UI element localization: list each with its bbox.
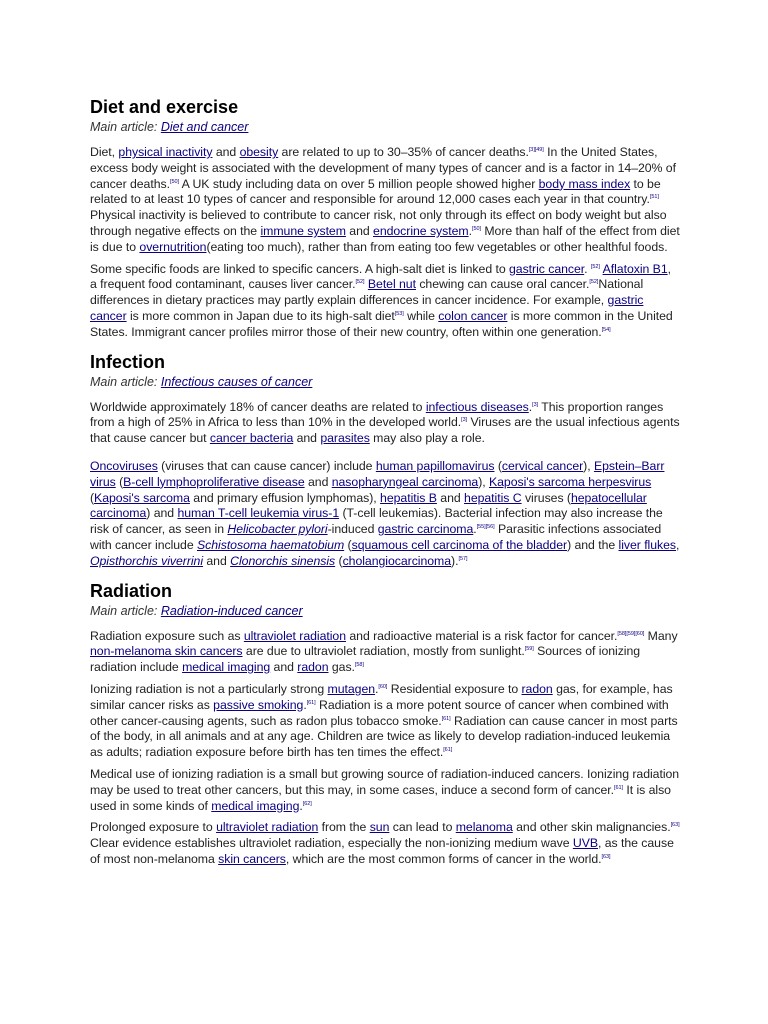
text-run: to be related to at least 10 types of cancer and responsible for around 12,000 cases each year in that country. [90,176,661,207]
article-link[interactable]: liver flukes [618,537,677,552]
text-run: ( [335,553,343,568]
text-run: Viruses are the usual infectious agents that cause cancer but [90,415,680,446]
text-run: and [304,474,332,489]
text-run: (eating too much), rather than from eating too few vegetables or other healthful foods. [206,239,668,254]
citation-ref[interactable]: [59][60] [626,630,645,637]
text-run: . [473,522,477,537]
text-run: ( [344,537,352,552]
text-run: from the [318,820,370,835]
text-run: , as the cause of most non-melanoma [90,836,674,866]
article-link[interactable]: Betel nut [367,277,416,292]
main-article-note [90,119,680,135]
article-link[interactable]: gastric cancer [90,293,644,323]
text-run: ) and the [567,537,619,552]
text-run: Radiation exposure such as [90,628,244,643]
citation-ref[interactable]: [50] [169,178,179,185]
citation-ref[interactable]: [3][49] [528,147,544,153]
article-link[interactable]: colon cancer [438,308,508,323]
text-run: ), [478,474,489,489]
article-link[interactable]: Epstein–Barr virus [90,458,665,489]
text-run: A UK study including data on over 5 million people showed higher [178,176,539,191]
article-link[interactable]: ultraviolet radiation [216,820,319,835]
text-run: . [584,261,591,276]
paragraph [90,682,680,761]
text-run: is more common in the United States. Immigrant cancer profiles mirror those of their new country, often within one generation. [90,308,673,339]
text-run: Ionizing radiation is not a particularly strong [90,681,328,696]
text-run: Clear evidence establishes ultraviolet radiation, especially the non-ionizing medium wave [90,836,573,851]
text-run: and primary effusion lymphomas), [189,490,381,505]
citation-ref[interactable]: [57] [458,555,468,562]
text-run: Radiation is a more potent source of cancer when combined with other cancer-causing agents, such as radon plus tobacco smoke. [90,697,669,728]
paragraph [90,767,680,814]
citation-ref[interactable]: [52] [590,263,600,270]
paragraph [90,145,680,256]
article-link[interactable]: radon [521,681,553,696]
citation-ref[interactable]: [61] [443,747,453,754]
text-run: and [436,490,465,505]
article-link[interactable]: ultraviolet radiation [243,628,346,643]
text-run: gas. [328,660,355,675]
text-run: , a frequent food contaminant, causes liver cancer. [90,261,671,292]
text-run: , which are the most common forms of cancer in the world. [285,851,602,866]
citation-ref[interactable]: [53] [394,310,404,317]
article-link[interactable]: Aflatoxin B1 [602,261,668,276]
text-run: More than half of the effect from diet is due to [90,223,680,254]
article-link[interactable]: radon [297,660,329,675]
article-link[interactable]: passive smoking [213,697,304,712]
citation-ref[interactable]: [61] [614,784,623,791]
article-link[interactable]: overnutrition [139,239,207,254]
article-link[interactable]: endocrine system [373,223,469,238]
citation-ref[interactable]: [59] [524,646,534,653]
section-heading-infection: Infection [90,351,165,372]
citation-ref[interactable]: [61] [306,699,316,706]
citation-ref[interactable]: [54] [601,326,611,333]
article-link[interactable]: mutagen [327,681,376,696]
text-run: and [270,660,298,675]
text-run: ( [494,458,502,473]
article-link[interactable]: Helicobacter pylori [227,522,328,537]
text-run: , [676,537,680,552]
text-run: Some specific foods are linked to specific cancers. A high-salt diet is linked to [90,261,509,276]
text-run: Prolonged exposure to [90,820,217,835]
article-link[interactable]: hepatocellular carcinoma [90,490,647,521]
text-run: . [528,399,533,414]
text-run: and [203,553,231,568]
article-link[interactable]: Schistosoma haematobium [197,537,345,552]
article-link[interactable]: cervical cancer [501,458,584,473]
text-run: Radiation can cause cancer in most parts of the body, in all animals and at any age. Children are twice as likely to develop radiation-induced leukemia as adults; radiation exposure before birth has ten times the effect. [90,713,678,760]
text-run: In the United States, excess body weight is associated with the development of many types of cancer and is a factor in 14–20% of cancer deaths. [90,145,676,191]
text-run: Sources of ionizing radiation include [90,644,641,675]
article-link[interactable]: gastric carcinoma [377,522,474,537]
text-run: ) and [146,506,178,521]
citation-ref[interactable]: [62] [302,800,312,807]
article-link[interactable]: medical imaging [182,660,271,675]
citation-ref[interactable]: [52] [355,279,365,286]
article-link[interactable]: physical inactivity [118,145,213,159]
article-link[interactable]: human T-cell leukemia virus-1 [177,506,340,521]
article-link[interactable]: B-cell lymphoproliferative disease [123,474,305,489]
text-run: may also play a role. [369,431,485,446]
text-run: Medical use of ionizing radiation is a small but growing source of radiation-induced cancers. Ionizing radiation may be used to treat other cancers, but this may, in some cases, induce a second form of cancer. [90,766,680,797]
text-run: Physical inactivity is believed to contribute to cancer risk, not only through its effect on body weight but also through negative effects on the [90,208,667,238]
article-link[interactable]: gastric cancer [509,261,585,276]
main-article-link[interactable]: Radiation-induced cancer [160,603,303,618]
article-link[interactable]: skin cancers [218,851,286,866]
text-run: It is also used in some kinds of [90,782,671,813]
main-article-note [90,374,680,390]
article-link[interactable]: nasopharyngeal carcinoma [331,474,479,489]
text-run: and radioactive material is a risk factor for cancer. [346,628,618,643]
text-run: ( [90,490,95,505]
citation-ref[interactable]: [51] [649,194,659,201]
citation-ref[interactable]: [58] [354,662,364,669]
article-link[interactable]: cholangiocarcinoma [342,553,452,568]
text-run: while [403,308,439,323]
article-link[interactable]: Kaposi's sarcoma [94,490,190,505]
citation-ref[interactable]: [61] [441,715,451,722]
citation-ref[interactable]: [3] [461,417,468,424]
text-run: Residential exposure to [387,681,522,696]
text-run: chewing can cause oral cancer. [415,277,590,292]
article-link[interactable]: parasites [320,431,370,446]
main-article-link[interactable]: Diet and cancer [160,120,249,134]
section-heading-diet: Diet and exercise [90,97,239,117]
main-article-link[interactable]: Infectious causes of cancer [160,374,313,389]
citation-ref[interactable]: [63] [670,822,680,829]
text-run: ), [583,458,594,473]
citation-ref[interactable]: [60] [378,683,388,690]
text-run: gas, for example, has similar cancer risks as [90,681,673,712]
citation-ref[interactable]: [3] [532,401,539,408]
text-run: Diet, [90,145,119,159]
article-link[interactable]: cancer bacteria [209,431,294,446]
paragraph [90,400,680,447]
paragraph [90,820,680,867]
article-link[interactable]: Kaposi's sarcoma herpesvirus [488,474,652,489]
text-run: is more common in Japan due to its high-salt diet [126,308,395,323]
text-run: This proportion ranges from a high of 25% in Africa to less than 10% in the developed world. [90,399,664,430]
article-link[interactable]: hepatitis B [380,490,437,505]
article-link[interactable]: medical imaging [211,798,300,813]
citation-ref[interactable]: [58] [617,630,627,637]
paragraph [90,262,680,341]
citation-ref[interactable]: [55][56] [476,524,495,531]
text-run: (T-cell leukemias). Bacterial infection may also increase the risk of cancer, as seen in [90,506,663,537]
paragraph [90,459,680,570]
text-run: . [299,798,303,813]
article-link[interactable]: Clonorchis sinensis [230,553,336,568]
article-link[interactable]: obesity [239,145,279,159]
text-run: . [375,681,379,696]
main-article-note [90,603,680,619]
article-link[interactable]: melanoma [455,820,513,835]
article-link[interactable]: squamous cell carcinoma of the bladder [351,537,568,552]
text-run: Worldwide approximately 18% of cancer deaths are related to [90,399,426,414]
text-run: ). [451,553,459,568]
citation-ref[interactable]: [52] [589,279,599,286]
article-body [90,96,680,874]
text-run: Many [644,628,678,643]
text-run: National differences in dietary practices may partly explain differences in cancer incidence. For example, [90,277,644,308]
section-heading-radiation: Radiation [90,580,173,601]
main-article-label: Main article: [90,374,161,389]
main-article-label: Main article: [90,120,161,134]
text-run: can lead to [389,820,456,835]
text-run: and [345,223,374,238]
text-run: (viruses that can cause cancer) include [157,458,376,473]
text-run: are due to ultraviolet radiation, mostly from sunlight. [242,644,525,659]
text-run: Parasitic infections associated with cancer include [90,522,662,552]
text-run: -induced [327,522,378,537]
text-run: and [293,431,321,446]
article-link[interactable]: human papillomavirus [375,458,495,473]
text-run: are related to up to 30–35% of cancer deaths. [278,145,529,159]
article-link[interactable]: UVB [572,836,598,851]
citation-ref[interactable]: [63] [601,853,611,860]
citation-ref[interactable]: [50] [471,225,481,232]
article-link[interactable]: body mass index [538,176,631,191]
text-run: . [468,223,472,238]
article-link[interactable]: Opisthorchis viverrini [90,553,204,568]
main-article-label: Main article: [90,603,161,618]
text-run: . [303,697,307,712]
text-run: ( [115,474,124,489]
article-link[interactable]: hepatitis C [464,490,522,505]
paragraph [90,629,680,676]
text-run: and [212,145,240,159]
text-run: viruses ( [521,490,571,505]
article-link[interactable]: immune system [260,223,346,238]
article-link[interactable]: Oncoviruses [90,458,158,473]
article-link[interactable]: sun [369,820,390,835]
article-link[interactable]: infectious diseases [425,399,529,414]
text-run: and other skin malignancies. [512,820,671,835]
article-link[interactable]: non-melanoma skin cancers [90,644,243,659]
